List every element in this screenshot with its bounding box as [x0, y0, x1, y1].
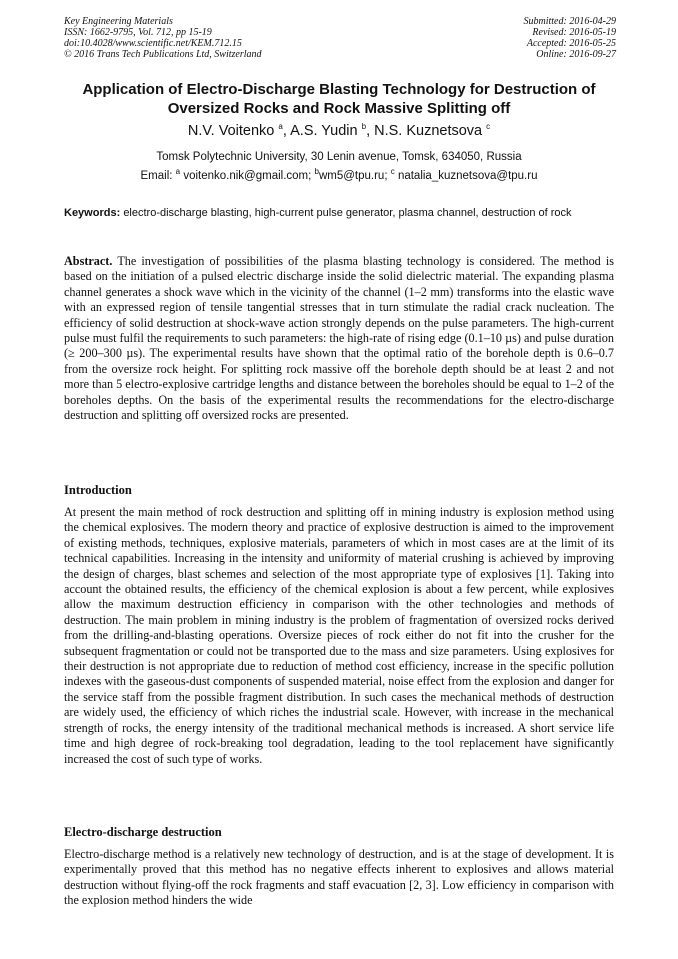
online-date: Online: 2016-09-27 — [536, 49, 616, 60]
email-address[interactable]: natalia_kuznetsova@tpu.ru — [397, 170, 538, 182]
copyright-line: © 2016 Trans Tech Publications Ltd, Switzerland — [64, 49, 262, 60]
author-list: N.V. Voitenko $^a$, A.S. Yudin $^b$, N.S. Kuznetsova $^c$ — [187, 122, 491, 139]
doi-line: doi:10.4028/www.scientific.net/KEM.712.15 — [64, 38, 242, 49]
author-affil-mark: c — [486, 122, 491, 132]
paper-title: Application of Electro-Discharge Blasting Technology for Destruction of Oversized Rocks and Rock Massive Splitting off — [82, 81, 596, 117]
section-heading-introduction: Introduction — [64, 483, 132, 497]
journal-info — [64, 16, 262, 60]
email-mark: b — [314, 167, 319, 177]
author-name: A.S. Yudin — [290, 123, 358, 139]
author-name: N.S. Kuznetsova — [374, 123, 483, 139]
author-name: N.V. Voitenko — [187, 123, 275, 139]
email-address[interactable]: voitenko.nik@gmail.com; — [183, 170, 312, 182]
abstract-text: The investigation of possibilities of the plasma blasting technology is considered. The method is based on the initiation of a pulsed electric discharge inside the solid dielectric material. The expanding plasma channel generates a shock wave which in the vicinity of the channel (1–2 mm) transforms into the elastic wave with an expressed region of tensile tangential stresses that in turn stimulate the radial crack nucleation. The efficiency of solid destruction at shock-wave action strongly depends on the pulse parameters. The high-current pulse must fulfil the requirements to such parameters: the high-rate of rising edge (0.1–10 µs) and pulse duration (≥ 200–300 µs). The experimental results have shown that the optimal ratio of the borehole depth is 0.6–0.7 from the oversize rock height. For splitting rock massive off the borehole depth should be at least 2 and not more than 5 electro-explosive cartridge lengths and distance between the boreholes should be equal to 1–2 of the boreholes depths. On the basis of the experimental results the recommendations for the electro-discharge destruction and splitting off oversized rocks are presented. — [64, 254, 615, 423]
revised-date: Revised: 2016-05-19 — [532, 27, 616, 38]
email-address[interactable]: wm5@tpu.ru; — [318, 170, 388, 182]
journal-name: Key Engineering Materials — [64, 16, 173, 27]
email-mark: a — [175, 167, 181, 177]
keywords — [64, 206, 613, 221]
introduction-paragraph: At present the main method of rock destruction and splitting off in mining industry is explosion method using the chemical explosives. The modern theory and practice of explosive destruction is aimed to the improvement of existing methods, techniques, explosive materials, parameters of which in most cases are at the limit of its technical capabilities. Increasing in the intensity and uniformity of material crushing is achieved by improving the design of charges, blast schemes and selection of the most appropriate type of explosives [1]. Taking into account the obtained results, the efficiency of the chemical explosion is about a few percent, while explosives allow the maximum destruction efficiency in comparison with the other technologies and methods of destruction. The main problem in mining industry is the problem of fragmentation of oversized rocks derived from the drilling-and-blasting operations. Oversize pieces of rock either do not fit into the crusher for the subsequent fragmentation or could not be transported due to the mass and size parameters. Using explosives for their destruction is not appropriate due to reduction of method cost efficiency, increase in the specific pollution indexes with the gaseous-dust components of suspended material, noise effect from the explosion and danger for the service staff from the possible fragment distribution. In such cases the mechanical methods of destruction are widely used, the efficiency of which riches the industrial scale. However, with increase in the mechanical strength of rocks, the energy intensity of the traditional mechanical methods is increased. A short service life time and high degree of rock-breaking tool degradation, leading to the tool replacement have significantly increased the cost of such type of works. — [64, 505, 614, 766]
email-line — [0, 167, 678, 182]
dates-info — [524, 16, 617, 60]
abstract-label: Abstract. — [64, 254, 113, 268]
electro-discharge-paragraph: Electro-discharge method is a relatively new technology of destruction, and is at the stage of development. It is experimentally proved that this method has no negative effects inherent to explosives and allows material destruction without flying-off the rock fragments and staff evacuation [2, 3]. Low efficiency in comparison with the explosion method hinders the wide — [64, 847, 614, 908]
keywords-text: electro-discharge blasting, high-current pulse generator, plasma channel, destruction of rock — [123, 207, 572, 219]
section-heading-electro-discharge: Electro-discharge destruction — [64, 825, 222, 839]
keywords-label: Keywords: — [64, 207, 121, 219]
issn-line: ISSN: 1662-9795, Vol. 712, pp 15-19 — [64, 27, 212, 38]
author-affil-mark: b — [361, 122, 367, 132]
submitted-date: Submitted: 2016-04-29 — [523, 16, 616, 27]
author-affil-mark: a — [278, 122, 283, 132]
affiliation: Tomsk Polytechnic University, 30 Lenin avenue, Tomsk, 634050, Russia — [156, 151, 522, 163]
email-label: Email: — [140, 170, 173, 182]
accepted-date: Accepted: 2016-05-25 — [526, 38, 616, 49]
email-mark: c — [390, 167, 395, 177]
abstract — [64, 254, 614, 423]
